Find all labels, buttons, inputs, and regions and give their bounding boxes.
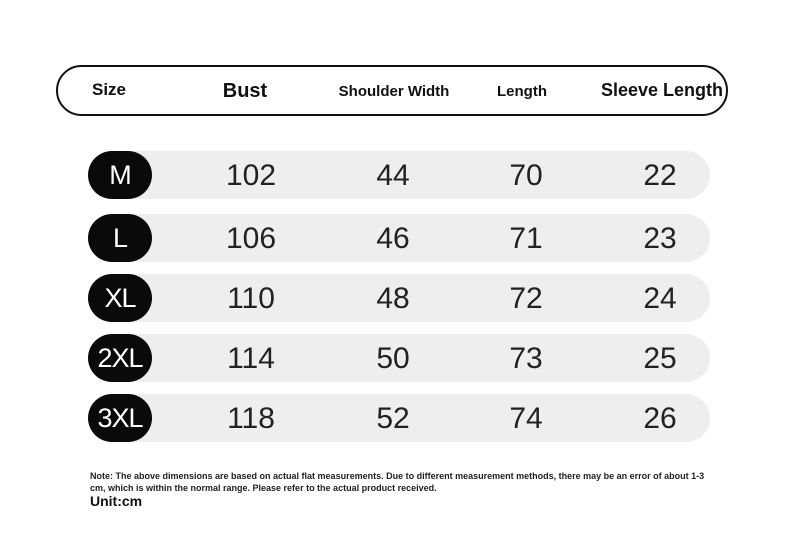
size-badge: XL (88, 274, 152, 322)
length-value: 70 (509, 159, 543, 192)
table-row (88, 214, 710, 262)
unit-label: Unit:cm (90, 493, 143, 509)
shoulder-width-value: 48 (376, 282, 410, 315)
bust-value: 106 (225, 222, 277, 255)
header-size: Size (91, 80, 127, 99)
sleeve-length-value: 25 (643, 342, 677, 375)
table-row (88, 394, 710, 442)
size-badge: 3XL (88, 394, 152, 442)
sleeve-length-value: 24 (643, 282, 677, 315)
shoulder-width-value: 52 (376, 402, 410, 435)
bust-value: 114 (227, 342, 275, 375)
bust-value: 102 (225, 159, 277, 192)
header-bust: Bust (222, 80, 268, 102)
bust-value: 110 (227, 282, 275, 315)
length-value: 71 (509, 222, 543, 255)
sleeve-length-value: 23 (643, 222, 677, 255)
table-row (88, 334, 710, 382)
size-badge: 2XL (88, 334, 152, 382)
table-row (88, 274, 710, 322)
header-length: Length (497, 83, 547, 100)
shoulder-width-value: 44 (376, 159, 410, 192)
shoulder-width-value: 50 (376, 342, 410, 375)
shoulder-width-value: 46 (376, 222, 410, 255)
header-sleeve-length: Sleeve Length (600, 80, 724, 100)
size-badge: L (88, 214, 152, 262)
table-row (88, 151, 710, 199)
length-value: 73 (509, 342, 543, 375)
length-value: 72 (509, 282, 543, 315)
length-value: 74 (509, 402, 543, 435)
bust-value: 118 (227, 402, 275, 435)
header-shoulder-width: Shoulder Width (338, 83, 450, 100)
measurement-note: Note: The above dimensions are based on actual flat measurements. Due to different measurement methods, there may be an error of about 1-3 cm, which is within the normal range. Please refer to the actual product received. (90, 471, 705, 493)
sleeve-length-value: 26 (643, 402, 677, 435)
size-badge: M (88, 151, 152, 199)
sleeve-length-value: 22 (643, 159, 677, 192)
